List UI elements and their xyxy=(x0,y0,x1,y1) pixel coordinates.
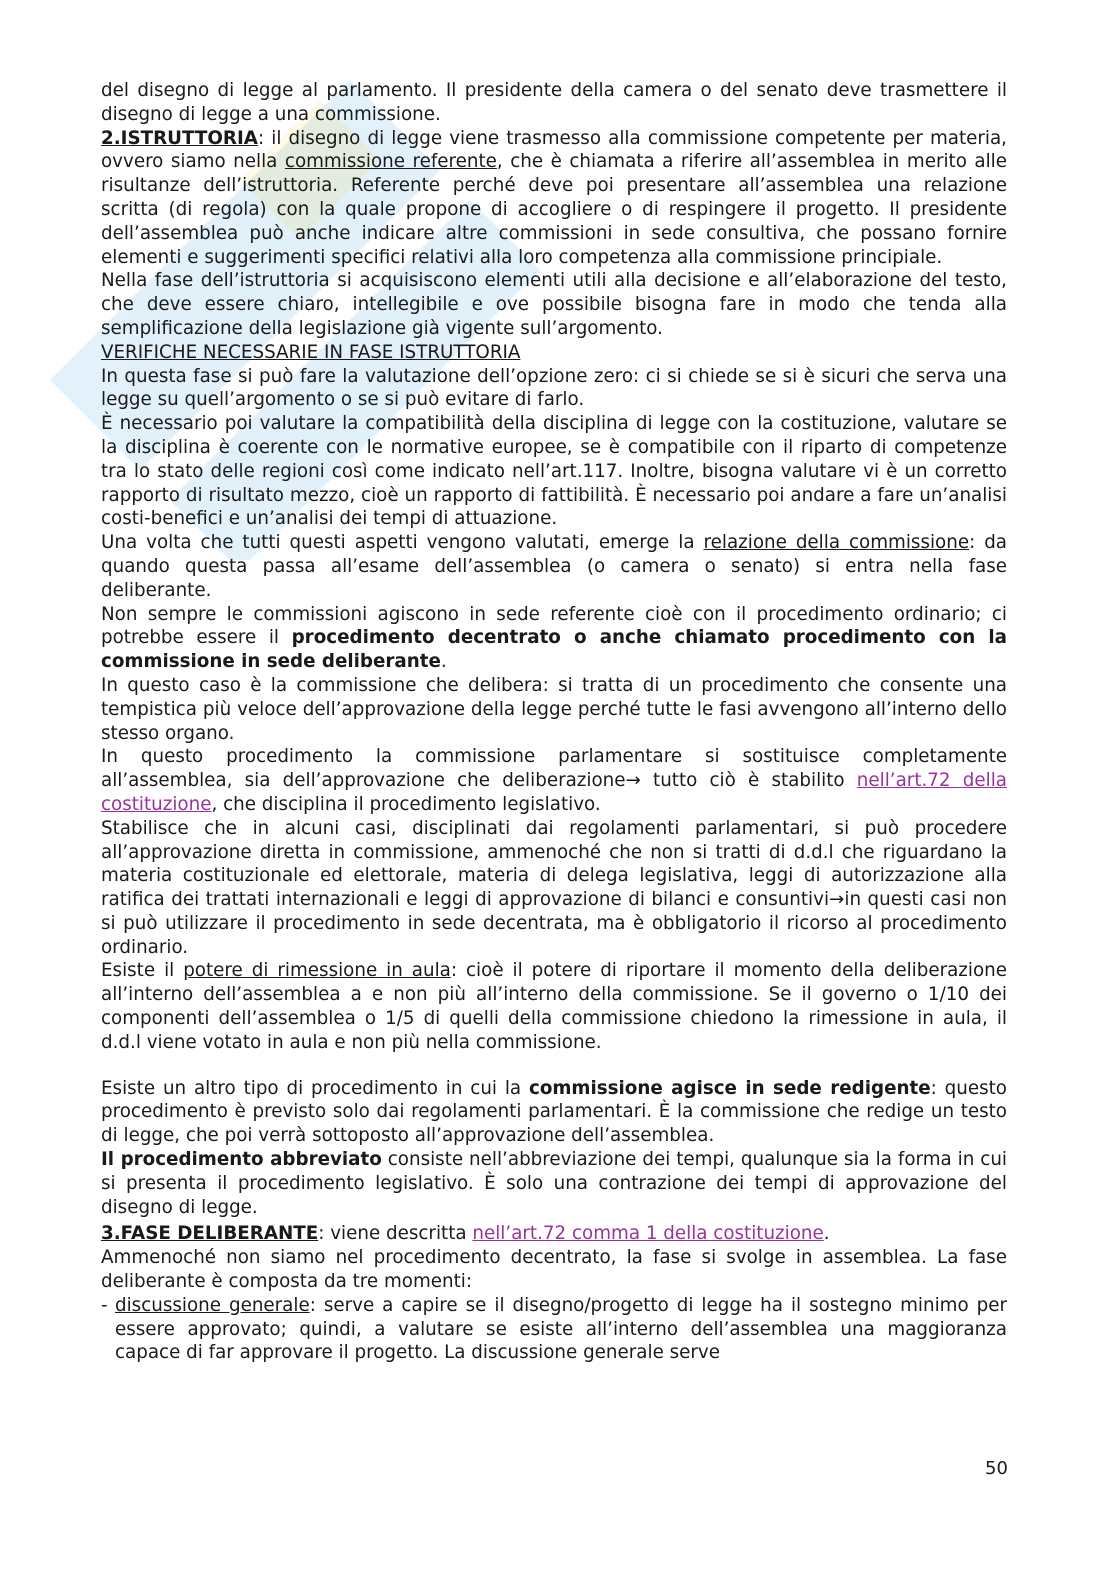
term-potere-rimessione: potere di rimessione in aula xyxy=(183,960,451,982)
paragraph-tre-momenti xyxy=(101,1246,1007,1294)
text-segment: , che disciplina il procedimento legislativo. xyxy=(211,793,601,815)
text-segment: , che è chiamata a riferire all’assemblea in merito alle risultanze dell’istruttoria. Referente perché deve poi presentare all’assemblea una relazione scritta (di regola) con la quale propone di accogliere o di respingere il progetto. Il presidente dell’assemblea può anche indicare altre commissioni in sede consultiva, che possano fornire elementi e suggerimenti specifici relativi alla loro competenza alla commissione principiale. xyxy=(101,151,1008,268)
term-commissione-referente: commissione referente xyxy=(284,151,497,173)
paragraph-stabilisce xyxy=(101,817,1007,960)
text-segment: . xyxy=(440,651,447,673)
section-heading-istruttoria: 2.ISTRUTTORIA xyxy=(101,127,258,149)
text-segment: : da quando questa passa all’esame dell’assemblea (o camera o senato) si entra nella fase deliberante. xyxy=(101,532,1008,601)
subheading-verifiche xyxy=(101,341,1007,365)
text-segment: Non sempre le commissioni agiscono in sede referente cioè con il procedimento ordinario; ci potrebbe essere il xyxy=(101,603,1007,649)
term-sede-redigente: commissione agisce in sede redigente xyxy=(528,1077,931,1099)
arrow-right-icon: → xyxy=(829,889,845,911)
term-procedimento-decentrato: procedimento decentrato o anche chiamato procedimento con la commissione in sede deliberante xyxy=(101,627,1007,673)
text-segment: : viene descritta xyxy=(318,1223,473,1245)
paragraph-redigente xyxy=(101,1077,1007,1148)
text-segment: È necessario poi valutare la compatibilità della disciplina di legge con la costituzione, valutare se la disciplina è coerente con le normative europee, se è compatibile con il riparto di competenze tra lo stato delle regioni così come indicato nell’art.117. Inoltre, bisogna valutare vi è un corretto rapporto di risultato mezzo, cioè un rapporto di fattibilità. È necessario poi andare a fare un’analisi costi-benefici e un’analisi dei tempi di attuazione. xyxy=(101,413,1007,530)
text-segment: . xyxy=(823,1223,830,1245)
paragraph-abbreviato xyxy=(101,1148,1007,1219)
paragraph-rimessione xyxy=(101,959,1007,1054)
text-segment: In questo procedimento la commissione parlamentare si sostituisce completamente all’assemblea, sia dell’approvazione che deliberazione xyxy=(101,746,1007,792)
text-segment: del disegno di legge al parlamento. Il presidente della camera o del senato deve trasmettere il disegno di legge a una commissione. xyxy=(101,80,1007,125)
text-segment: In questo caso è la commissione che delibera: si tratta di un procedimento che consente una tempistica più veloce dell’approvazione della legge perché tutte le fasi avvengono all’interno dello stesso organo. xyxy=(101,674,1007,744)
link-art-72[interactable]: nell’art.72 della costituzione xyxy=(101,770,1007,815)
text-segment: in questi casi non si può utilizzare il procedimento in sede decentrata, ma è obbligatorio il ricorso al procedimento ordinario. xyxy=(101,889,1007,958)
text-segment: Esiste il xyxy=(101,960,184,982)
paragraph-sostituisce xyxy=(101,745,1007,816)
text-segment: : il disegno di legge viene trasmesso alla commissione competente per materia, ovvero siamo nella xyxy=(101,127,1007,173)
text-segment: Ammenoché non siamo nel procedimento decentrato, la fase si svolge in assemblea. La fase deliberante è composta da tre momenti: xyxy=(101,1247,1007,1293)
paragraph-opzione-zero xyxy=(101,365,1007,413)
text-segment: Nella fase dell’istruttoria si acquisiscono elementi utili alla decisione e all’elaborazione del testo, che deve essere chiaro, intellegibile e ove possibile bisogna fare in modo che tenda alla semplificazione della legislazione già vigente sull’argomento. xyxy=(101,270,1007,339)
list-item-discussione-generale xyxy=(101,1294,1007,1365)
text-segment: : cioè il potere di riportare il momento della deliberazione all’interno dell’assemblea a e non più all’interno della commissione. Se il governo o 1/10 dei componenti dell’assemblea o 1/5 di quelli della commissione chiedono la rimessione in aula, il d.d.l viene votato in aula e non più nella commissione. xyxy=(101,960,1008,1053)
paragraph-relazione xyxy=(101,531,1007,602)
document-body xyxy=(101,79,1007,1365)
term-discussione-generale: discussione generale xyxy=(115,1294,310,1316)
text-segment: consiste nell’abbreviazione dei tempi, qualunque sia la forma in cui si presenta il procedimento legislativo. È solo una contrazione dei tempi di approvazione del disegno di legge. xyxy=(101,1149,1007,1218)
paragraph-fase-istruttoria xyxy=(101,269,1007,340)
text-segment: Stabilisce che in alcuni casi, disciplinati dai regolamenti parlamentari, si può procedere all’approvazione diretta in commissione, ammenoché che non si tratti di d.d.l che riguardano la materia costituzionale ed elettorale, materia di delega legislativa, leggi di autorizzazione alla ratifica dei trattati internazionali e leggi di approvazione di bilanci e consuntivi xyxy=(101,817,1007,911)
page-number: 50 xyxy=(985,1458,1008,1479)
paragraph-decentrato xyxy=(101,603,1007,674)
text-segment: Esiste un altro tipo di procedimento in cui la xyxy=(101,1077,529,1099)
paragraph-compatibilita xyxy=(101,412,1007,531)
text-segment: : questo procedimento è previsto solo dai regolamenti parlamentari. È la commissione che redige un testo di legge, che poi verrà sottoposto all’approvazione dell’assemblea. xyxy=(101,1077,1007,1147)
text-segment: Una volta che tutti questi aspetti vengono valutati, emerge la xyxy=(101,532,704,554)
section-heading-fase-deliberante: 3.FASE DELIBERANTE xyxy=(101,1223,319,1245)
list-item-text xyxy=(115,1294,1007,1365)
subheading-verifiche-text: VERIFICHE NECESSARIE IN FASE ISTRUTTORIA xyxy=(101,341,521,363)
paragraph-fase-deliberante xyxy=(101,1222,1007,1246)
arrow-right-icon: → xyxy=(625,770,641,792)
link-art-72-comma-1[interactable]: nell’art.72 comma 1 della costituzione xyxy=(472,1223,824,1245)
paragraph-istruttoria xyxy=(101,127,1007,270)
paragraph-intro xyxy=(101,79,1007,127)
bullet-dash: - xyxy=(101,1294,108,1316)
term-relazione-commissione: relazione della commissione xyxy=(703,532,970,554)
text-segment: : serve a capire se il disegno/progetto di legge ha il sostegno minimo per essere approvato; quindi, a valutare se esiste all’interno dell’assemblea una maggioranza capace di far approvare il progetto. La discussione generale serve xyxy=(115,1294,1007,1364)
text-segment: In questa fase si può fare la valutazione dell’opzione zero: ci si chiede se si è sicuri che serva una legge su quell’argomento o se si può evitare di farlo. xyxy=(101,365,1007,411)
term-procedimento-abbreviato: Il procedimento abbreviato xyxy=(101,1149,382,1171)
text-segment: tutto ciò è stabilito xyxy=(640,770,857,792)
paragraph-delibera xyxy=(101,674,1007,745)
